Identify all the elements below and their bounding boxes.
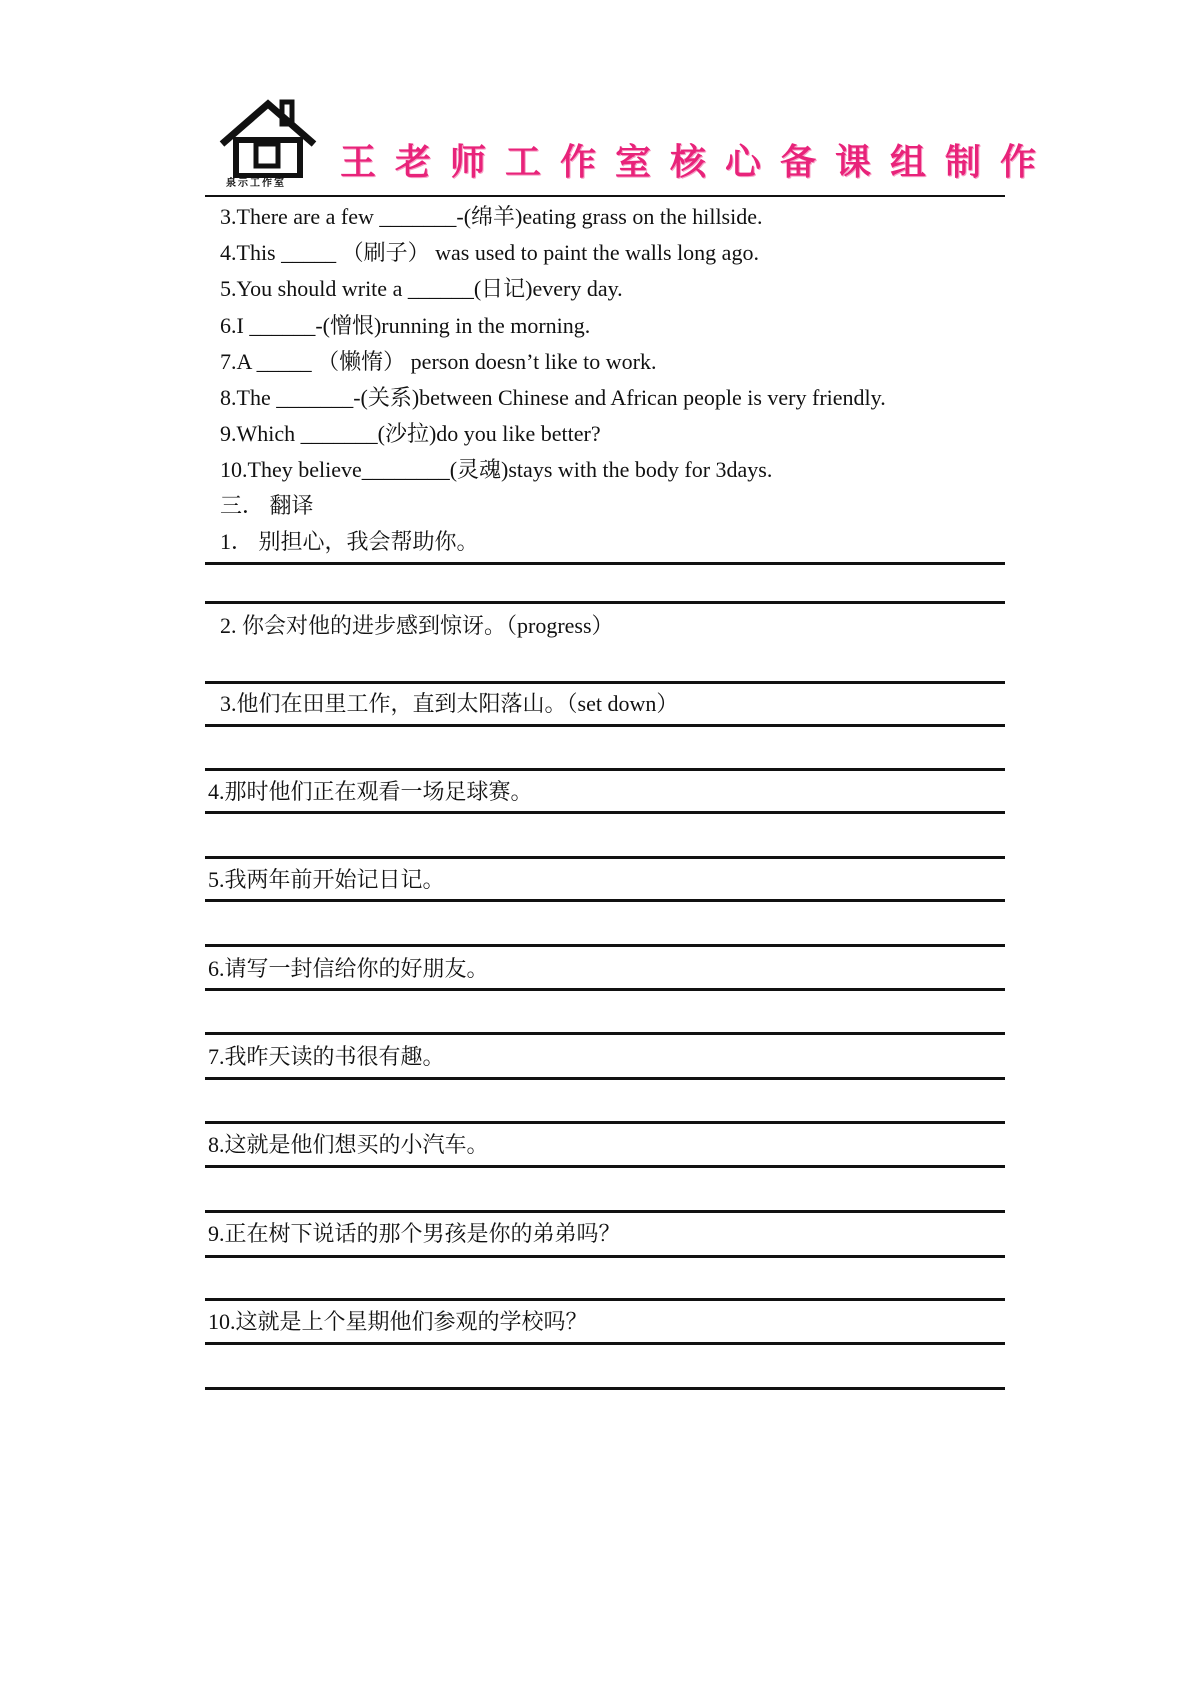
answer-line <box>205 562 1005 565</box>
answer-line <box>205 724 1005 727</box>
translation-item: 3.他们在田里工作，直到太阳落山。（set down） <box>220 691 679 716</box>
fill-blank-item: 3.There are a few _______-(绵羊)eating grass on the hillside. <box>220 204 763 229</box>
header-banner: 王老师工作室核心备课组制作 <box>340 142 1056 183</box>
answer-line <box>205 811 1005 814</box>
fill-blank-item: 9.Which _______(沙拉)do you like better? <box>220 421 601 446</box>
answer-line <box>205 899 1005 902</box>
translation-item: 9.正在树下说话的那个男孩是你的弟弟吗？ <box>208 1221 621 1246</box>
answer-line <box>205 601 1005 604</box>
answer-line <box>205 1077 1005 1080</box>
translation-item: 6.请写一封信给你的好朋友。 <box>208 956 489 981</box>
answer-line <box>205 1387 1005 1390</box>
translation-item: 1． 别担心，我会帮助你。 <box>220 529 479 554</box>
fill-blank-item: 8.The _______-(关系)between Chinese and African people is very friendly. <box>220 385 886 410</box>
answer-line <box>205 768 1005 771</box>
answer-line <box>205 1032 1005 1035</box>
fill-blank-item: 10.They believe________(灵魂)stays with the body for 3days. <box>220 457 773 482</box>
translation-item: 5.我两年前开始记日记。 <box>208 867 445 892</box>
answer-line <box>205 988 1005 991</box>
translation-item: 8.这就是他们想买的小汽车。 <box>208 1132 489 1157</box>
header-divider <box>205 195 1005 197</box>
answer-line <box>205 1298 1005 1301</box>
translation-item: 10.这就是上个星期他们参观的学校吗？ <box>208 1309 588 1334</box>
fill-blank-item: 4.This _____ （刷子） was used to paint the walls long ago. <box>220 240 759 265</box>
answer-line <box>205 1342 1005 1345</box>
answer-line <box>205 1255 1005 1258</box>
translation-item: 2. 你会对他的进步感到惊讶。（progress） <box>220 613 614 638</box>
section-title: 三． 翻译 <box>220 493 314 518</box>
answer-line <box>205 681 1005 684</box>
translation-item: 4.那时他们正在观看一场足球赛。 <box>208 779 533 804</box>
fill-blank-item: 6.I ______-(憎恨)running in the morning. <box>220 313 591 338</box>
answer-line <box>205 856 1005 859</box>
house-logo-icon <box>216 98 320 190</box>
answer-line <box>205 1165 1005 1168</box>
answer-line <box>205 1121 1005 1124</box>
answer-line <box>205 1210 1005 1213</box>
translation-item: 7.我昨天读的书很有趣。 <box>208 1044 445 1069</box>
fill-blank-item: 5.You should write a ______(日记)every day. <box>220 276 623 301</box>
fill-blank-item: 7.A _____ （懒惰） person doesn’t like to work. <box>220 349 657 374</box>
logo-text: 泉示工作室 <box>226 178 286 189</box>
answer-line <box>205 944 1005 947</box>
